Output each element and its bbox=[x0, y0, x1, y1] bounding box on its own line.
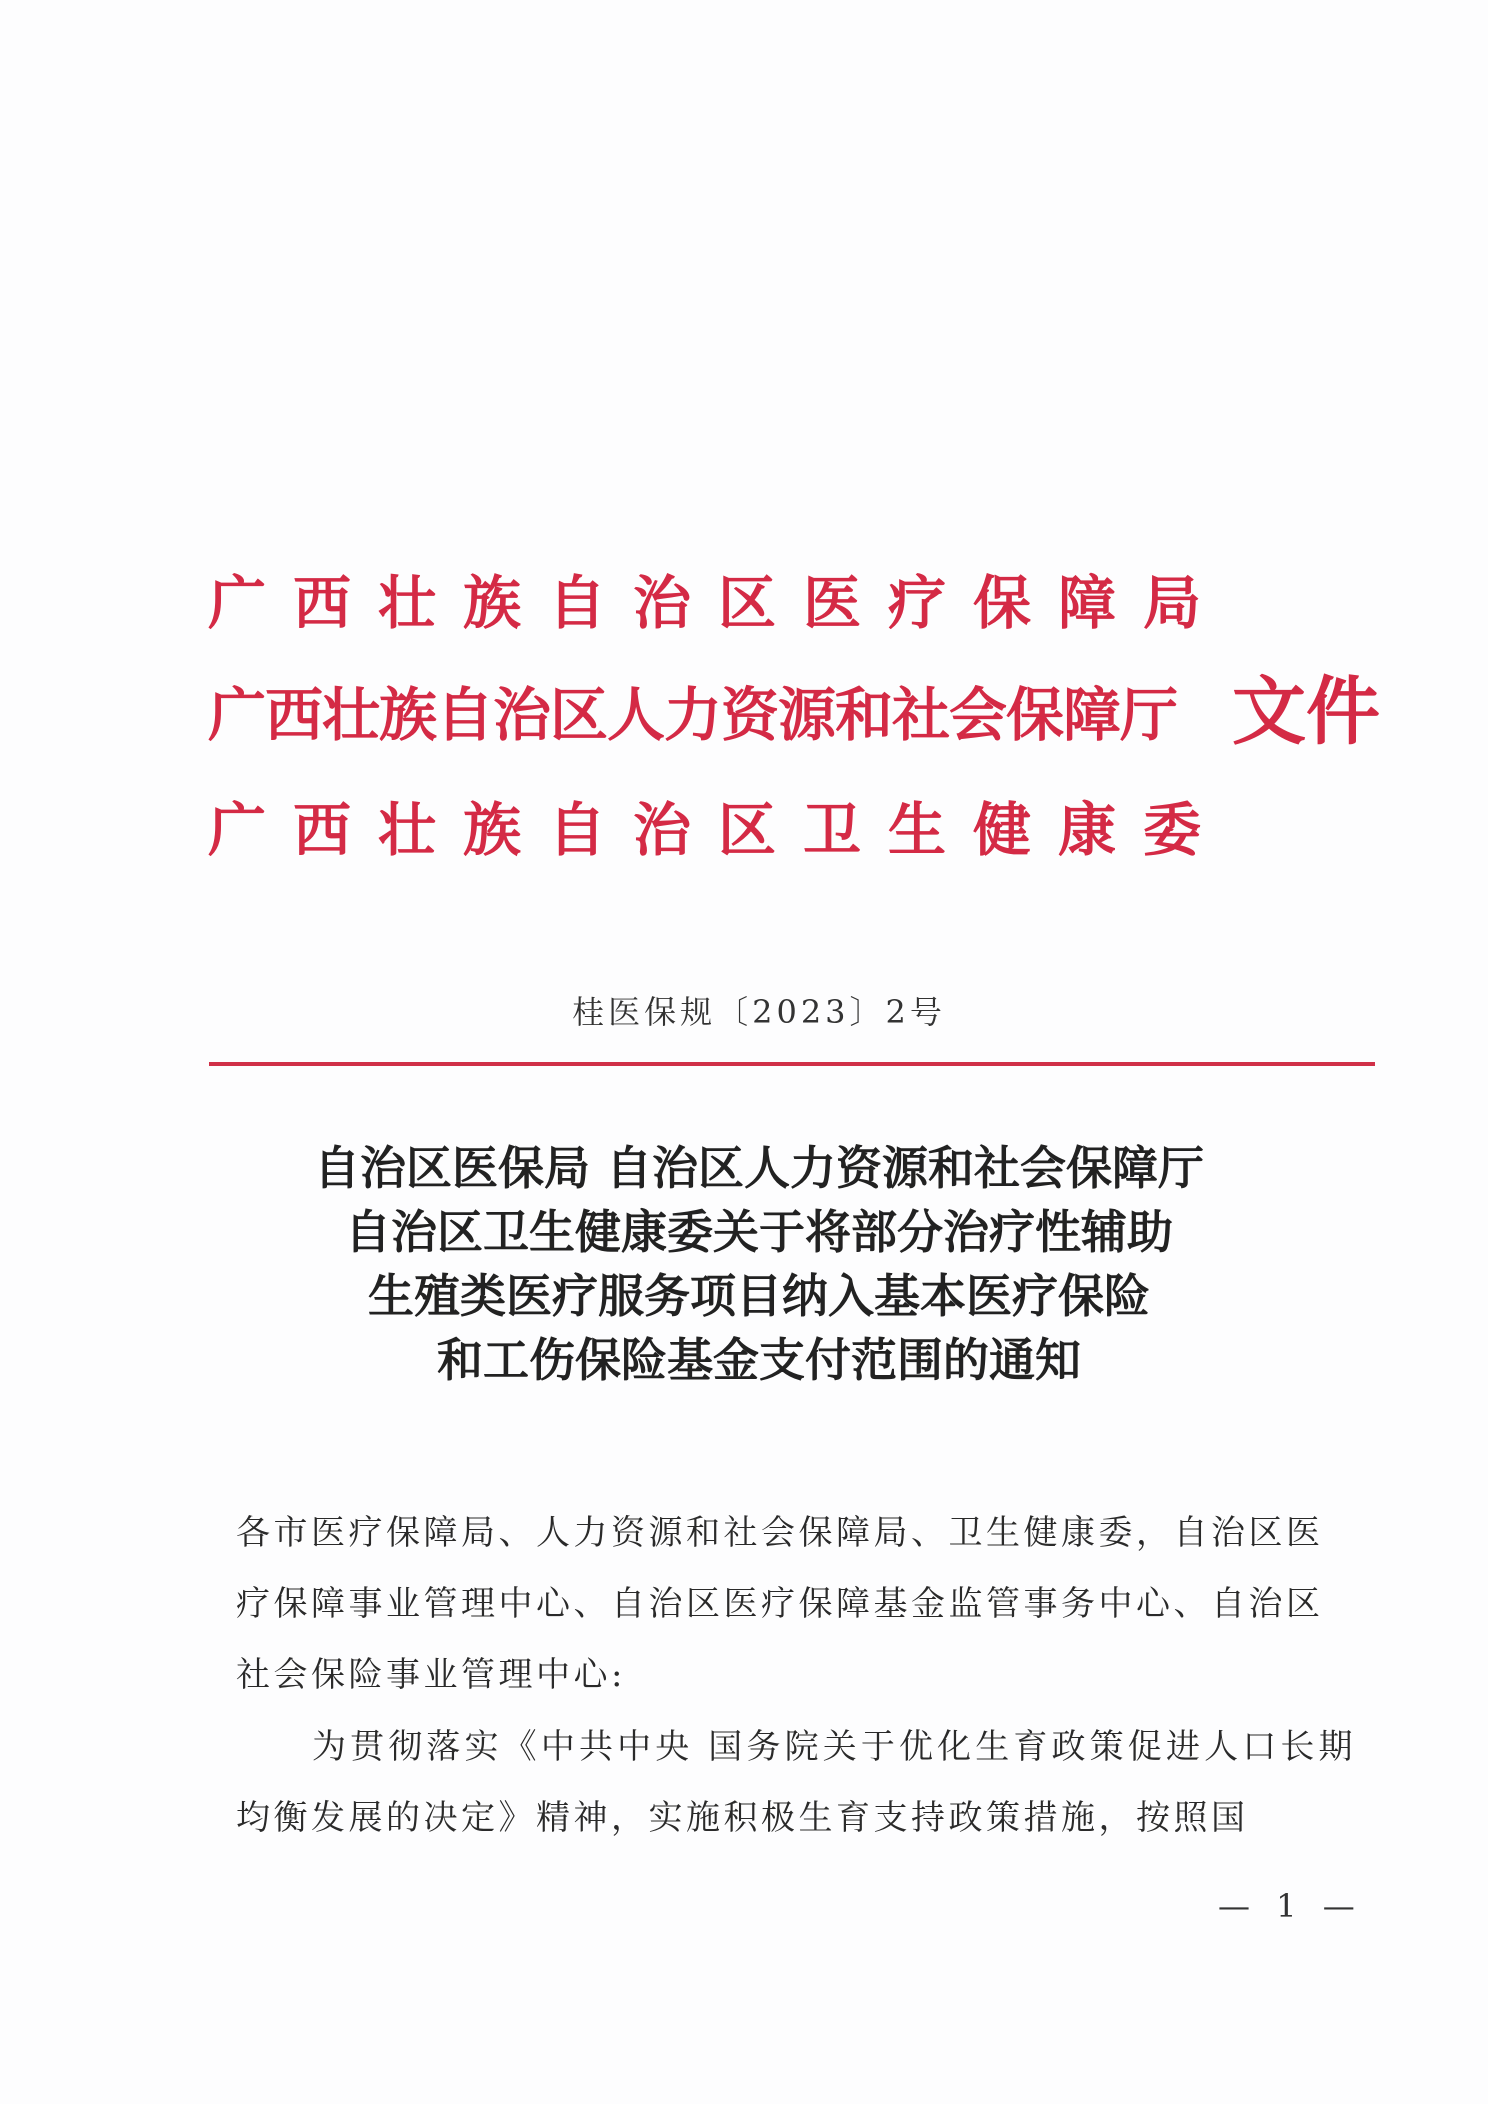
title-line-3: 生殖类医疗服务项目纳入基本医疗保险 bbox=[368, 1269, 1150, 1323]
document-number: 桂医保规〔2023〕2号 bbox=[572, 993, 946, 1031]
issuer-health-commission: 广西壮族自治区卫生健康委 bbox=[208, 796, 1229, 864]
title-line-2: 自治区卫生健康委关于将部分治疗性辅助 bbox=[345, 1205, 1173, 1259]
body-paragraph-1: 为贯彻落实《中共中央 国务院关于优化生育政策促进人口长期均衡发展的决定》精神，实施积极生育支持政策措施，按照国 bbox=[236, 1727, 1356, 1838]
title-line-4: 和工伤保险基金支付范围的通知 bbox=[437, 1333, 1081, 1387]
issuer-medical-security-bureau: 广西壮族自治区医疗保障局 bbox=[208, 569, 1229, 637]
salutation-recipients: 各市医疗保障局、人力资源和社会保障局、卫生健康委，自治区医疗保障事业管理中心、自治区医疗保障基金监管事务中心、自治区社会保险事业管理中心: bbox=[236, 1513, 1324, 1695]
red-divider-line bbox=[209, 1062, 1375, 1066]
issuer-human-resources-department: 广西壮族自治区人力资源和社会保障厅 bbox=[208, 681, 1178, 749]
document-title bbox=[0, 1136, 1488, 1392]
title-line-1: 自治区医保局 自治区人力资源和社会保障厅 bbox=[313, 1141, 1204, 1195]
document-type-label: 文件 bbox=[1232, 669, 1380, 755]
page-number: — 1 — bbox=[1218, 1887, 1363, 1925]
